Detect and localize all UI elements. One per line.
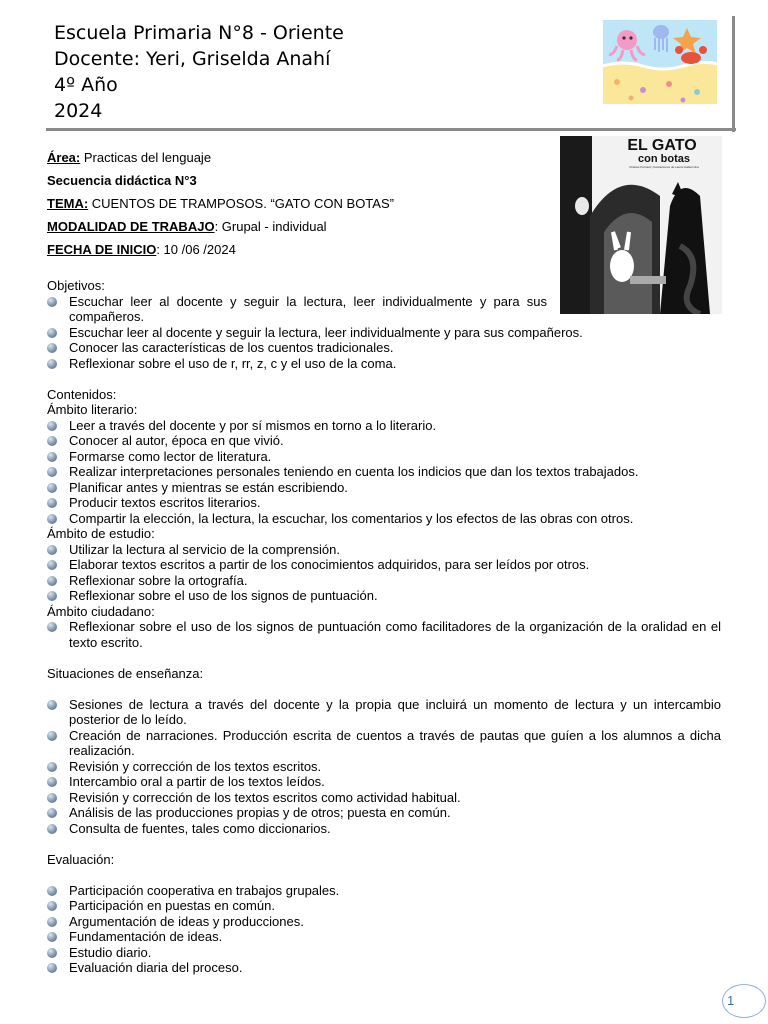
school-name: Escuela Primaria N°8 - Oriente <box>54 22 344 44</box>
bullet-icon <box>47 948 57 958</box>
bullet-icon <box>47 932 57 942</box>
list-item: Reflexionar sobre la ortografía. <box>47 573 721 589</box>
bullet-icon <box>47 359 57 369</box>
document-header <box>54 20 344 124</box>
list-item: Producir textos escritos literarios. <box>47 495 721 511</box>
cover-byline: Charles Perrault | Ilustraciones de Laura Guillermina <box>629 165 699 169</box>
grade: 4º Año <box>54 74 118 96</box>
literary-list <box>47 418 721 527</box>
modality-label: MODALIDAD DE TRABAJO <box>47 219 215 234</box>
bullet-icon <box>47 731 57 741</box>
theme-row <box>47 192 394 215</box>
sequence-title: Secuencia didáctica N°3 <box>47 173 197 188</box>
civic-scope-heading: Ámbito ciudadano: <box>47 603 155 619</box>
list-item: Realizar interpretaciones personales teniendo en cuenta los indicios que dan los textos trabajados. <box>47 464 721 480</box>
theme-label: TEMA: <box>47 196 89 211</box>
list-item: Conocer al autor, época en que vivió. <box>47 433 721 449</box>
list-item: Planificar antes y mientras se están escribiendo. <box>47 480 721 496</box>
list-item: Reflexionar sobre el uso de los signos de puntuación como facilitadores de la organización de la oralidad en el texto escrito. <box>47 619 721 650</box>
bullet-icon <box>47 545 57 555</box>
bullet-icon <box>47 917 57 927</box>
modality-value: : Grupal - individual <box>214 219 327 234</box>
start-date-value: : 10 /06 /2024 <box>156 242 236 257</box>
area-row <box>47 146 394 169</box>
list-item: Revisión y corrección de los textos escritos como actividad habitual. <box>47 790 721 806</box>
bullet-icon <box>47 297 57 307</box>
list-item: Revisión y corrección de los textos escritos. <box>47 759 721 775</box>
list-item: Argumentación de ideas y producciones. <box>47 914 721 930</box>
list-item: Participación en puestas en común. <box>47 898 721 914</box>
beach-sealife-clipart <box>603 20 717 104</box>
teaching-situations-heading: Situaciones de enseñanza: <box>47 665 204 681</box>
bullet-icon <box>47 576 57 586</box>
bullet-icon <box>47 560 57 570</box>
list-item: Evaluación diaria del proceso. <box>47 960 721 976</box>
list-item: Participación cooperativa en trabajos grupales. <box>47 883 721 899</box>
list-item: Elaborar textos escritos a partir de los conocimientos adquiridos, para ser leídos por otros. <box>47 557 721 573</box>
start-date-row <box>47 238 394 261</box>
bullet-icon <box>47 901 57 911</box>
teaching-situations-list <box>47 697 721 837</box>
list-item: Análisis de las producciones propias y de otros; puesta en común. <box>47 805 721 821</box>
bullet-icon <box>47 467 57 477</box>
bullet-icon <box>47 762 57 772</box>
list-item: Reflexionar sobre el uso de r, rr, z, c y el uso de la coma. <box>47 356 721 372</box>
bullet-icon <box>47 421 57 431</box>
bullet-icon <box>47 963 57 973</box>
area-label: Área: <box>47 150 81 165</box>
list-item: Reflexionar sobre el uso de los signos de puntuación. <box>47 588 721 604</box>
list-item: Creación de narraciones. Producción escrita de cuentos a través de pautas que guíen a los alumnos a dicha realización. <box>47 728 721 759</box>
area-value: Practicas del lenguaje <box>80 150 212 165</box>
bullet-icon <box>47 591 57 601</box>
evaluation-heading: Evaluación: <box>47 851 115 867</box>
bullet-icon <box>47 808 57 818</box>
bullet-icon <box>47 793 57 803</box>
list-item: Formarse como lector de literatura. <box>47 449 721 465</box>
bullet-icon <box>47 452 57 462</box>
bullet-icon <box>47 777 57 787</box>
bullet-icon <box>47 343 57 353</box>
bullet-icon <box>47 514 57 524</box>
list-item: Sesiones de lectura a través del docente y la propia que incluirá un momento de lectura y un intercambio posterior de lo leído. <box>47 697 721 728</box>
study-scope-heading: Ámbito de estudio: <box>47 526 155 541</box>
list-item: Intercambio oral a partir de los textos leídos. <box>47 774 721 790</box>
start-date-label: FECHA DE INICIO <box>47 242 157 257</box>
modality-row <box>47 215 394 238</box>
page-number: 1 <box>727 993 735 1008</box>
list-item: Conocer las características de los cuentos tradicionales. <box>47 340 721 356</box>
bullet-icon <box>47 824 57 834</box>
civic-list <box>47 619 721 650</box>
header-vertical-rule <box>732 16 735 132</box>
cover-title: EL GATO <box>627 137 697 154</box>
literary-scope-heading: Ámbito literario: <box>47 402 138 417</box>
evaluation-list <box>47 883 721 976</box>
theme-value: CUENTOS DE TRAMPOSOS. “GATO CON BOTAS” <box>88 196 394 211</box>
sequence-metadata <box>47 146 394 261</box>
bullet-icon <box>47 886 57 896</box>
bullet-icon <box>47 498 57 508</box>
year: 2024 <box>54 100 103 122</box>
bullet-icon <box>47 700 57 710</box>
list-item: Fundamentación de ideas. <box>47 929 721 945</box>
document-body <box>47 278 721 976</box>
bullet-icon <box>47 436 57 446</box>
list-item: Escuchar leer al docente y seguir la lectura, leer individualmente y para sus compañeros. <box>47 294 721 325</box>
list-item: Compartir la elección, la lectura, la escuchar, los comentarios y los efectos de las obras con otros. <box>47 511 721 527</box>
bullet-icon <box>47 483 57 493</box>
cover-subtitle: con botas <box>638 153 690 165</box>
objectives-heading: Objetivos: <box>47 278 105 293</box>
study-list <box>47 542 721 604</box>
teacher-name: Docente: Yeri, Griselda Anahí <box>54 48 331 70</box>
list-item: Estudio diario. <box>47 945 721 961</box>
list-item: Escuchar leer al docente y seguir la lectura, leer individualmente y para sus compañeros. <box>47 325 721 341</box>
list-item: Consulta de fuentes, tales como diccionarios. <box>47 821 721 837</box>
header-horizontal-rule <box>46 128 736 131</box>
page-number-badge <box>722 984 766 1018</box>
list-item: Leer a través del docente y por sí mismos en torno a lo literario. <box>47 418 721 434</box>
list-item: Utilizar la lectura al servicio de la comprensión. <box>47 542 721 558</box>
bullet-icon <box>47 328 57 338</box>
objectives-list <box>47 294 721 372</box>
contents-heading: Contenidos: <box>47 386 117 402</box>
bullet-icon <box>47 622 57 632</box>
